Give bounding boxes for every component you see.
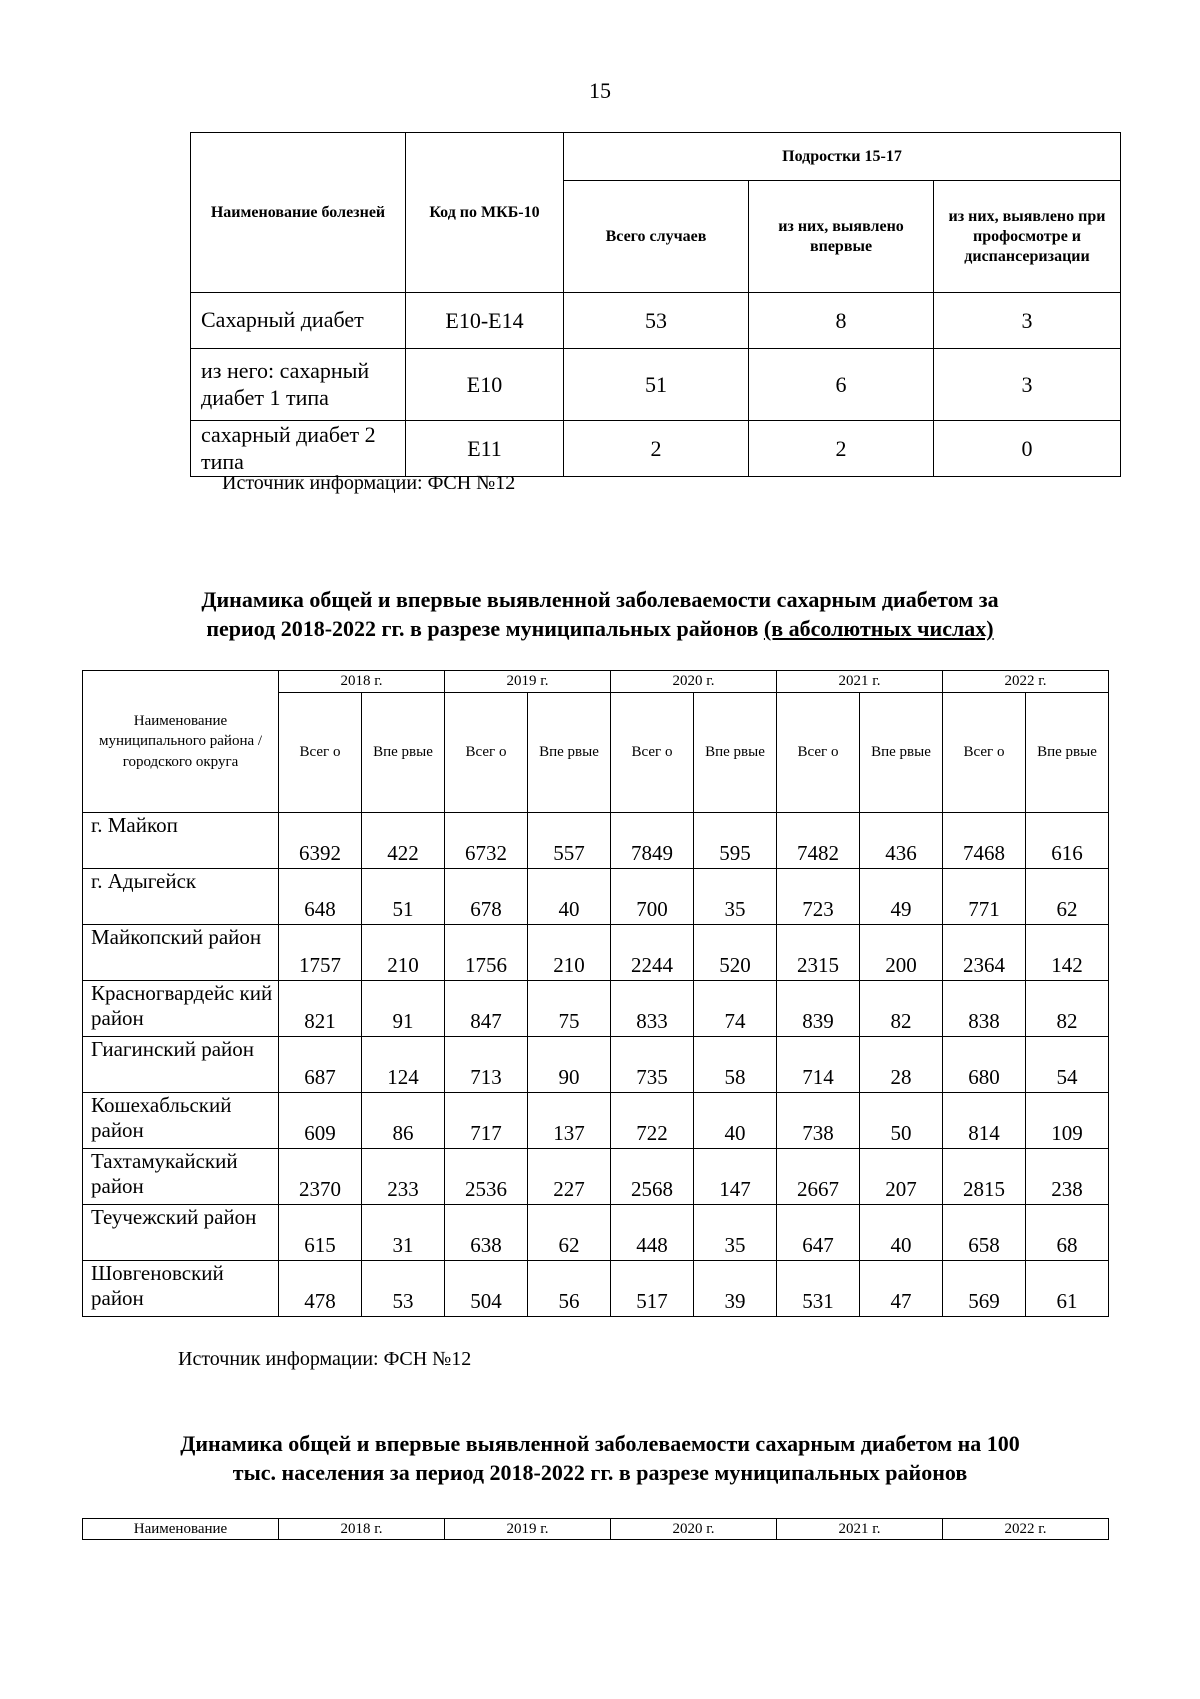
cell-first: 616	[1026, 813, 1109, 869]
col-header-first-detected: из них, выявлено впервые	[749, 181, 934, 293]
cell-total: 504	[445, 1261, 528, 1317]
cell-first: 520	[694, 925, 777, 981]
cell-name: Сахарный диабет	[191, 293, 406, 349]
year-header: 2021 г.	[777, 671, 943, 693]
cell-first: 28	[860, 1037, 943, 1093]
cell-total: 609	[279, 1093, 362, 1149]
cell-first: 82	[860, 981, 943, 1037]
cell-first: 137	[528, 1093, 611, 1149]
cell-first: 75	[528, 981, 611, 1037]
cell-first: 47	[860, 1261, 943, 1317]
cell-first: 61	[1026, 1261, 1109, 1317]
page-number: 15	[589, 78, 611, 103]
group-header-adolescents: Подростки 15-17	[564, 133, 1121, 181]
cell-total: 615	[279, 1205, 362, 1261]
cell-first: 142	[1026, 925, 1109, 981]
cell-total: 1757	[279, 925, 362, 981]
sub-header-first: Впе рвые	[528, 693, 611, 813]
cell-total: 2	[564, 421, 749, 477]
cell-total: 569	[943, 1261, 1026, 1317]
cell-first: 39	[694, 1261, 777, 1317]
cell-district-name: Шовгеновский район	[83, 1261, 279, 1317]
cell-total: 2667	[777, 1149, 860, 1205]
table-row	[83, 925, 1109, 981]
year-header: 2020 г.	[611, 671, 777, 693]
year-header: 2022 г.	[943, 1519, 1109, 1540]
cell-total: 1756	[445, 925, 528, 981]
cell-exam: 0	[934, 421, 1121, 477]
cell-district-name: Майкопский район	[83, 925, 279, 981]
cell-first: 233	[362, 1149, 445, 1205]
table-row	[83, 1093, 1109, 1149]
year-header: 2018 г.	[279, 671, 445, 693]
cell-total: 847	[445, 981, 528, 1037]
cell-first: 54	[1026, 1037, 1109, 1093]
cell-first: 8	[749, 293, 934, 349]
cell-first: 210	[362, 925, 445, 981]
cell-total: 2536	[445, 1149, 528, 1205]
cell-first: 58	[694, 1037, 777, 1093]
table-row	[191, 421, 1121, 477]
cell-total: 714	[777, 1037, 860, 1093]
table-row	[83, 1037, 1109, 1093]
cell-code: Е11	[406, 421, 564, 477]
cell-total: 771	[943, 869, 1026, 925]
cell-total: 678	[445, 869, 528, 925]
cell-first: 91	[362, 981, 445, 1037]
col-header-district-name: Наименование муниципального района / городского округа	[83, 671, 279, 813]
col-header-icd-code: Код по МКБ-10	[406, 133, 564, 293]
cell-first: 124	[362, 1037, 445, 1093]
cell-total: 531	[777, 1261, 860, 1317]
cell-total: 7468	[943, 813, 1026, 869]
cell-first: 51	[362, 869, 445, 925]
district-diabetes-absolute-table	[82, 670, 1109, 1317]
cell-district-name: Кошехабльский район	[83, 1093, 279, 1149]
table-row	[191, 293, 1121, 349]
cell-first: 200	[860, 925, 943, 981]
col-header-total-cases: Всего случаев	[564, 181, 749, 293]
col-header-name: Наименование	[83, 1519, 279, 1540]
district-diabetes-per-100k-table	[82, 1518, 1109, 1540]
sub-header-total: Всег о	[611, 693, 694, 813]
cell-district-name: Тахтамукайский район	[83, 1149, 279, 1205]
cell-first: 557	[528, 813, 611, 869]
cell-total: 735	[611, 1037, 694, 1093]
cell-first: 50	[860, 1093, 943, 1149]
cell-first: 210	[528, 925, 611, 981]
cell-first: 82	[1026, 981, 1109, 1037]
sub-header-first: Впе рвые	[860, 693, 943, 813]
table-row	[83, 1205, 1109, 1261]
cell-first: 422	[362, 813, 445, 869]
cell-first: 2	[749, 421, 934, 477]
year-header: 2020 г.	[611, 1519, 777, 1540]
cell-total: 51	[564, 349, 749, 421]
year-header: 2018 г.	[279, 1519, 445, 1540]
table-row	[83, 1261, 1109, 1317]
cell-first: 227	[528, 1149, 611, 1205]
table-row	[83, 1149, 1109, 1205]
cell-first: 90	[528, 1037, 611, 1093]
cell-district-name: г. Майкоп	[83, 813, 279, 869]
cell-first: 62	[528, 1205, 611, 1261]
section-heading-per-100k	[0, 1430, 1200, 1487]
cell-first: 109	[1026, 1093, 1109, 1149]
table-row	[191, 349, 1121, 421]
cell-total: 2244	[611, 925, 694, 981]
cell-total: 680	[943, 1037, 1026, 1093]
cell-first: 35	[694, 869, 777, 925]
cell-first: 86	[362, 1093, 445, 1149]
cell-total: 658	[943, 1205, 1026, 1261]
sub-header-total: Всег о	[445, 693, 528, 813]
cell-total: 723	[777, 869, 860, 925]
cell-first: 68	[1026, 1205, 1109, 1261]
col-header-detected-at-exam: из них, выявлено при профосмотре и диспансеризации	[934, 181, 1121, 293]
cell-total: 478	[279, 1261, 362, 1317]
cell-total: 648	[279, 869, 362, 925]
cell-district-name: Гиагинский район	[83, 1037, 279, 1093]
cell-total: 2815	[943, 1149, 1026, 1205]
table-row	[83, 981, 1109, 1037]
heading-line: период 2018-2022 гг. в разрезе муниципальных районов (в абсолютных числах)	[206, 615, 994, 641]
cell-total: 838	[943, 981, 1026, 1037]
heading-line: тыс. населения за период 2018-2022 гг. в разрезе муниципальных районов	[232, 1459, 968, 1485]
sub-header-first: Впе рвые	[694, 693, 777, 813]
cell-total: 53	[564, 293, 749, 349]
cell-first: 595	[694, 813, 777, 869]
cell-total: 738	[777, 1093, 860, 1149]
cell-total: 517	[611, 1261, 694, 1317]
heading-underlined-part: (в абсолютных числах)	[763, 615, 994, 641]
cell-total: 448	[611, 1205, 694, 1261]
cell-first: 56	[528, 1261, 611, 1317]
cell-exam: 3	[934, 349, 1121, 421]
cell-first: 35	[694, 1205, 777, 1261]
source-note: Источник информации: ФСН №12	[222, 472, 516, 494]
cell-code: Е10-Е14	[406, 293, 564, 349]
cell-total: 700	[611, 869, 694, 925]
cell-total: 6392	[279, 813, 362, 869]
cell-first: 40	[860, 1205, 943, 1261]
cell-first: 207	[860, 1149, 943, 1205]
cell-total: 7482	[777, 813, 860, 869]
cell-name: сахарный диабет 2 типа	[191, 421, 406, 477]
cell-first: 238	[1026, 1149, 1109, 1205]
cell-total: 722	[611, 1093, 694, 1149]
year-header: 2022 г.	[943, 671, 1109, 693]
sub-header-first: Впе рвые	[362, 693, 445, 813]
heading-line: Динамика общей и впервые выявленной заболеваемости сахарным диабетом за	[201, 587, 999, 612]
cell-total: 814	[943, 1093, 1026, 1149]
cell-first: 436	[860, 813, 943, 869]
cell-first: 147	[694, 1149, 777, 1205]
cell-first: 53	[362, 1261, 445, 1317]
cell-district-name: Теучежский район	[83, 1205, 279, 1261]
cell-first: 40	[528, 869, 611, 925]
cell-total: 647	[777, 1205, 860, 1261]
cell-total: 2315	[777, 925, 860, 981]
cell-first: 62	[1026, 869, 1109, 925]
source-note: Источник информации: ФСН №12	[178, 1348, 472, 1370]
cell-district-name: г. Адыгейск	[83, 869, 279, 925]
year-header: 2021 г.	[777, 1519, 943, 1540]
cell-district-name: Красногвардейс кий район	[83, 981, 279, 1037]
cell-first: 31	[362, 1205, 445, 1261]
cell-exam: 3	[934, 293, 1121, 349]
sub-header-total: Всег о	[777, 693, 860, 813]
cell-total: 2568	[611, 1149, 694, 1205]
year-header: 2019 г.	[445, 1519, 611, 1540]
cell-first: 49	[860, 869, 943, 925]
table-row	[83, 869, 1109, 925]
cell-first: 6	[749, 349, 934, 421]
cell-name: из него: сахарный диабет 1 типа	[191, 349, 406, 421]
cell-total: 638	[445, 1205, 528, 1261]
cell-total: 839	[777, 981, 860, 1037]
cell-total: 2370	[279, 1149, 362, 1205]
heading-line: Динамика общей и впервые выявленной заболеваемости сахарным диабетом на 100	[180, 1431, 1020, 1456]
cell-total: 687	[279, 1037, 362, 1093]
adolescent-diabetes-table	[190, 132, 1121, 477]
year-header: 2019 г.	[445, 671, 611, 693]
cell-total: 821	[279, 981, 362, 1037]
cell-first: 40	[694, 1093, 777, 1149]
cell-total: 833	[611, 981, 694, 1037]
cell-total: 713	[445, 1037, 528, 1093]
cell-total: 6732	[445, 813, 528, 869]
section-heading-absolute	[0, 586, 1200, 643]
sub-header-first: Впе рвые	[1026, 693, 1109, 813]
table-row	[83, 813, 1109, 869]
col-header-disease-name: Наименование болезней	[191, 133, 406, 293]
cell-total: 717	[445, 1093, 528, 1149]
sub-header-total: Всег о	[943, 693, 1026, 813]
cell-code: Е10	[406, 349, 564, 421]
cell-total: 7849	[611, 813, 694, 869]
sub-header-total: Всег о	[279, 693, 362, 813]
cell-first: 74	[694, 981, 777, 1037]
cell-total: 2364	[943, 925, 1026, 981]
